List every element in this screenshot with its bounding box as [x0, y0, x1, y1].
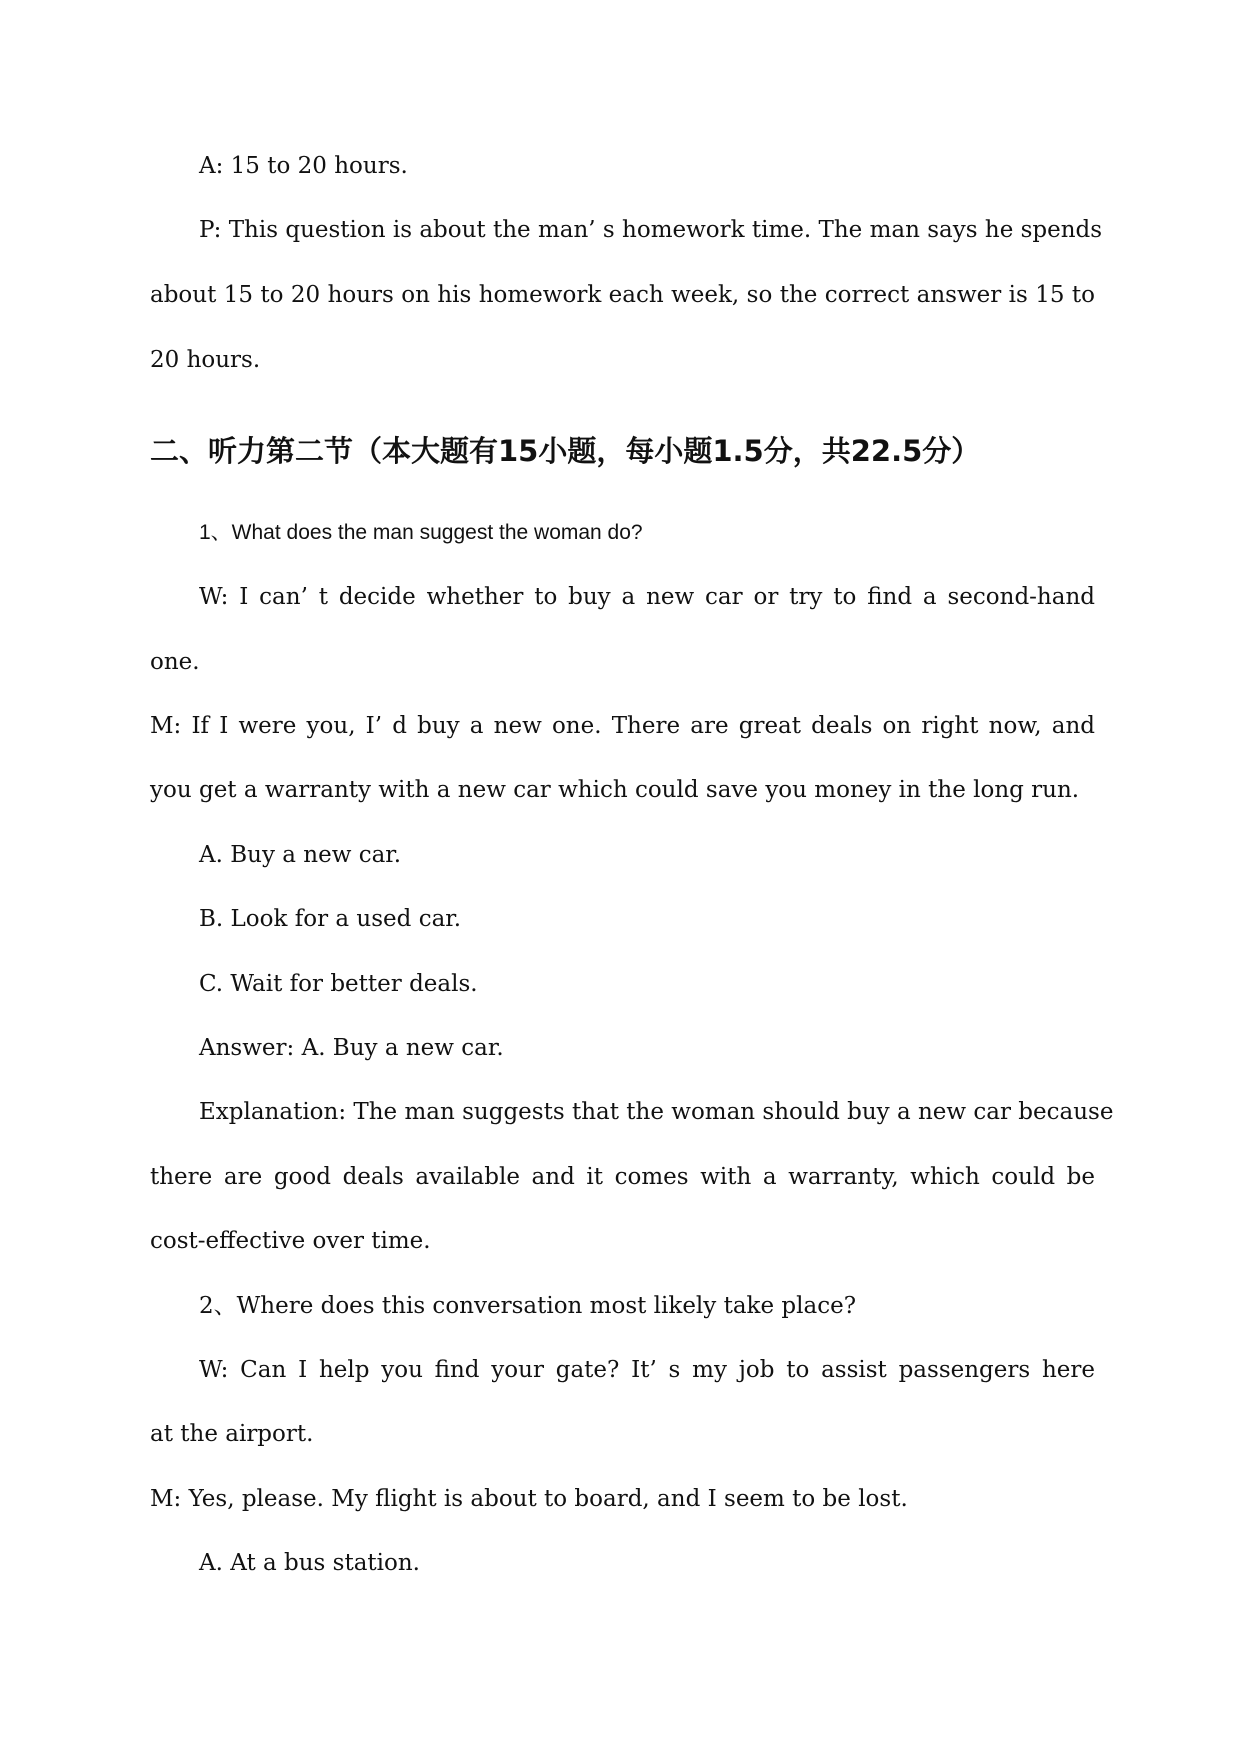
previous-explanation-line-2: about 15 to 20 hours on his homework each week, so the correct answer is 15 to: [150, 282, 1095, 308]
q1-option-a: A. Buy a new car.: [199, 842, 402, 868]
q1-explanation-line-3: cost-effective over time.: [150, 1228, 431, 1254]
section-heading: 二、听力第二节（本大题有15小题，每小题1.5分，共22.5分）: [150, 434, 981, 468]
q2-woman-line-2: at the airport.: [150, 1421, 314, 1447]
q1-man-line-1: M: If I were you, I’ d buy a new one. There are great deals on right now, and: [150, 713, 1095, 739]
previous-explanation-line-1: P: This question is about the man’ s homework time. The man says he spends: [199, 217, 1103, 243]
q1-answer: Answer: A. Buy a new car.: [199, 1035, 504, 1061]
q2-option-a: A. At a bus station.: [199, 1550, 420, 1576]
q1-explanation-line-2: there are good deals available and it comes with a warranty, which could be: [150, 1164, 1095, 1190]
previous-answer: A: 15 to 20 hours.: [199, 153, 408, 179]
previous-explanation-line-3: 20 hours.: [150, 347, 261, 373]
q2-man-line: M: Yes, please. My flight is about to board, and I seem to be lost.: [150, 1486, 908, 1512]
q1-explanation-line-1: Explanation: The man suggests that the woman should buy a new car because: [199, 1099, 1114, 1125]
q1-option-c: C. Wait for better deals.: [199, 971, 478, 997]
q1-option-b: B. Look for a used car.: [199, 906, 462, 932]
question-1: 1、What does the man suggest the woman do?: [199, 521, 643, 544]
question-2: 2、Where does this conversation most likely take place?: [199, 1293, 857, 1319]
q1-woman-line-2: one.: [150, 649, 200, 675]
q1-man-line-2: you get a warranty with a new car which could save you money in the long run.: [150, 777, 1080, 803]
q1-woman-line-1: W: I can’ t decide whether to buy a new car or try to find a second-hand: [199, 584, 1095, 610]
q2-woman-line-1: W: Can I help you find your gate? It’ s my job to assist passengers here: [199, 1357, 1095, 1383]
